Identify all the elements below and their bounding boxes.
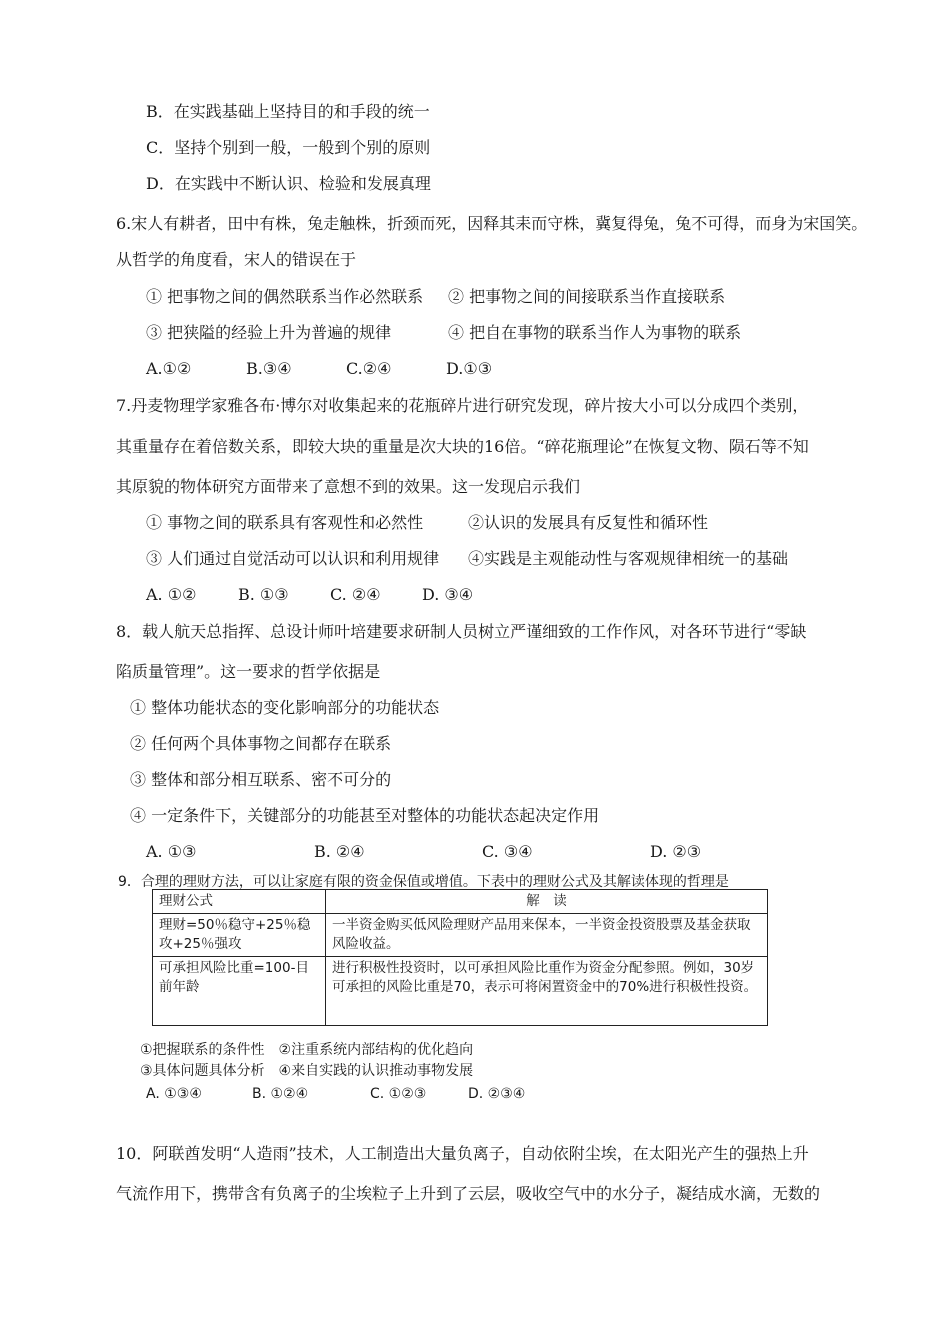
q7-choice-d: D. ③④ (422, 585, 474, 604)
q6-statement-4: ④ 把自在事物的联系当作人为事物的联系 (448, 323, 742, 342)
q9-statements-1-2: ①把握联系的条件性 ②注重系统内部结构的优化趋向 (140, 1042, 474, 1058)
q8-statement-1: ① 整体功能状态的变化影响部分的功能状态 (130, 698, 440, 717)
q7-choice-c: C. ②④ (330, 585, 381, 604)
q9-statements-3-4: ③具体问题具体分析 ④来自实践的认识推动事物发展 (140, 1063, 474, 1079)
q8-choice-b: B. ②④ (314, 842, 365, 861)
q5-option-b: B．在实践基础上坚持目的和手段的统一 (146, 102, 430, 121)
q7-stem-line1: 7.丹麦物理学家雅各布·博尔对收集起来的花瓶碎片进行研究发现，碎片按大小可以分成四个类别， (116, 396, 809, 415)
q10-stem-line1: 10．阿联酋发明“人造雨”技术，人工制造出大量负离子，自动依附尘埃，在太阳光产生的强热上升 (116, 1144, 809, 1163)
q7-choice-b: B. ①③ (238, 585, 289, 604)
table-cell-formula: 理财=50％稳守+25％稳攻+25％强攻 (153, 914, 326, 957)
q6-choice-b: B.③④ (246, 359, 292, 378)
q5-option-d: D．在实践中不断认识、检验和发展真理 (146, 174, 431, 193)
q6-stem-line1: 6.宋人有耕者，田中有株，兔走触株，折颈而死，因释其耒而守株，冀复得兔，兔不可得，而身为宋国笑。 (116, 214, 868, 233)
q7-stem-line3: 其原貌的物体研究方面带来了意想不到的效果。这一发现启示我们 (116, 477, 581, 496)
q6-statement-2: ② 把事物之间的间接联系当作直接联系 (448, 287, 726, 306)
q6-statement-1: ① 把事物之间的偶然联系当作必然联系 (146, 287, 424, 306)
q10-stem-line2: 气流作用下，携带含有负离子的尘埃粒子上升到了云层，吸收空气中的水分子，凝结成水滴，无数的 (116, 1184, 821, 1203)
q7-statement-3: ③ 人们通过自觉活动可以认识和利用规律 (146, 549, 440, 568)
q9-choice-d: D. ②③④ (468, 1086, 526, 1102)
q8-stem-line1: 8．载人航天总指挥、总设计师叶培建要求研制人员树立严谨细致的工作作风，对各环节进行“零缺 (116, 622, 807, 641)
table-row (153, 914, 768, 957)
q8-statement-4: ④ 一定条件下，关键部分的功能甚至对整体的功能状态起决定作用 (130, 806, 600, 825)
q8-choice-d: D. ②③ (650, 842, 702, 861)
table-cell-explain: 一半资金购买低风险理财产品用来保本，一半资金投资股票及基金获取风险收益。 (326, 914, 768, 957)
table-header-explain: 解 读 (326, 890, 768, 914)
q9-choice-c: C. ①②③ (370, 1086, 427, 1102)
q8-statement-2: ② 任何两个具体事物之间都存在联系 (130, 734, 392, 753)
q6-choice-c: C.②④ (346, 359, 392, 378)
q7-choice-a: A. ①② (146, 585, 197, 604)
q8-statement-3: ③ 整体和部分相互联系、密不可分的 (130, 770, 392, 789)
q6-choice-d: D.①③ (446, 359, 493, 378)
q9-stem: 9．合理的理财方法，可以让家庭有限的资金保值或增值。下表中的理财公式及其解读体现的哲理是 (118, 874, 729, 890)
q8-stem-line2: 陷质量管理”。这一要求的哲学依据是 (116, 662, 381, 681)
q8-choice-a: A. ①③ (146, 842, 197, 861)
q7-statement-2: ②认识的发展具有反复性和循环性 (468, 513, 709, 532)
table-row (153, 957, 768, 1026)
q6-stem-line2: 从哲学的角度看，宋人的错误在于 (116, 250, 357, 269)
q7-stem-line2: 其重量存在着倍数关系，即较大块的重量是次大块的16倍。“碎花瓶理论”在恢复文物、陨石等不知 (116, 437, 809, 456)
table-header-formula: 理财公式 (153, 890, 326, 914)
q6-statement-3: ③ 把狭隘的经验上升为普遍的规律 (146, 323, 392, 342)
q6-choice-a: A.①② (146, 359, 192, 378)
table-header-row (153, 890, 768, 914)
q9-choice-a: A. ①③④ (146, 1086, 202, 1102)
q7-statement-4: ④实践是主观能动性与客观规律相统一的基础 (468, 549, 789, 568)
q9-finance-table (152, 889, 768, 1026)
table-cell-formula: 可承担风险比重=100-目前年龄 (153, 957, 326, 1026)
q7-statement-1: ① 事物之间的联系具有客观性和必然性 (146, 513, 424, 532)
table-cell-explain: 进行积极性投资时，以可承担风险比重作为资金分配参照。例如，30岁可承担的风险比重是70，表示可将闲置资金中的70%进行积极性投资。 (326, 957, 768, 1026)
q5-option-c: C．坚持个别到一般，一般到个别的原则 (146, 138, 431, 157)
q9-choice-b: B. ①②④ (252, 1086, 309, 1102)
q8-choice-c: C. ③④ (482, 842, 533, 861)
